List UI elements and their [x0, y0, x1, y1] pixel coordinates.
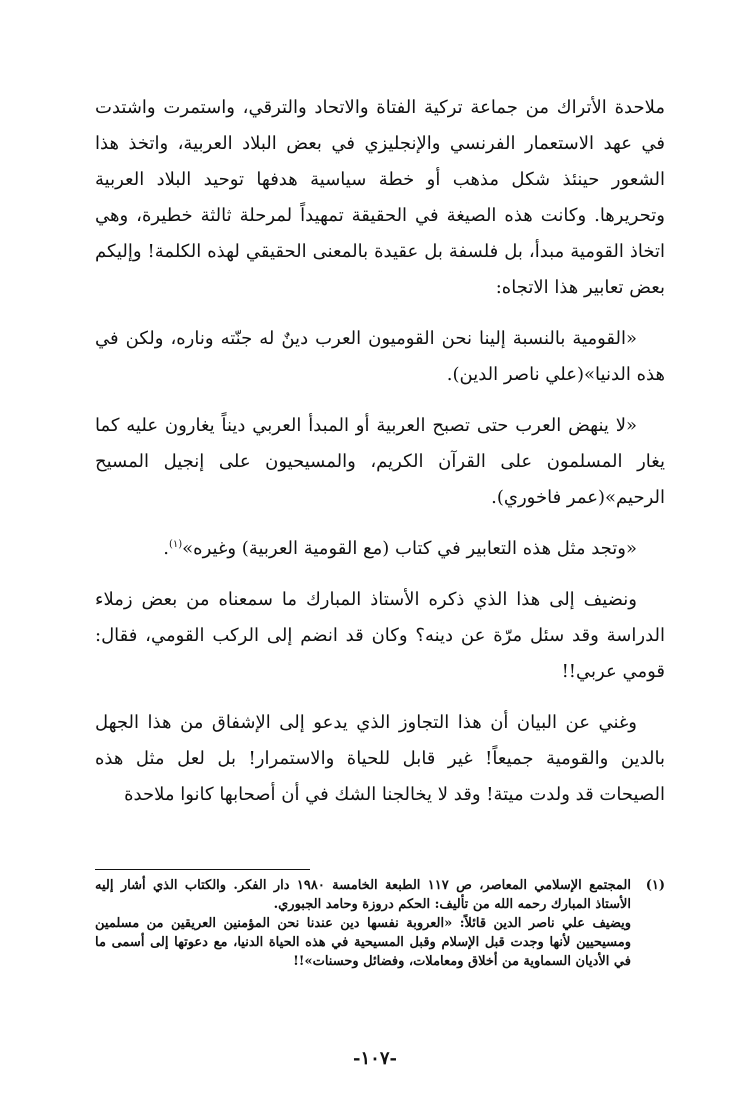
paragraph-conclusion: وغني عن البيان أن هذا التجاوز الذي يدعو إلى الإشفاق من هذا الجهل بالدين والقومية جميعاً! غير قابل للحياة والاستمرار! بل لعل مثل هذه الصيحات قد ولدت ميتة! وقد لا يخالجنا الشك في أن أصحابها كانوا ملاحدة — [95, 712, 665, 805]
paragraph-intro: ملاحدة الأتراك من جماعة تركية الفتاة والاتحاد والترقي، واستمرت واشتدت في عهد الاستعمار الفرنسي والإنجليزي في بعض البلاد العربية، واتخذ هذا الشعور حينئذ شكل مذهب أو خطة سياسية هدفها توحيد البلاد العربية وتحريرها. وكانت هذه الصيغة في الحقيقة تمهيداً لمرحلة ثالثة خطيرة، وهي اتخاذ القومية مبدأ، بل فلسفة بل عقيدة بالمعنى الحقيقي لهذه الكلمة! وإليكم بعض تعابير هذا الاتجاه: — [95, 97, 666, 298]
quote-end-period: . — [163, 538, 169, 559]
footnote-addition: ويضيف علي ناصر الدين قائلاً: «العروبة نفسها دين عندنا نحن المؤمنين العريقين من مسلمين ومسيحيين لأنها وجدت قبل الإسلام وقبل المسيحية في هذه الحياة الدنيا، مع دعوتها إلى أسمى ما في الأديان السماوية من أخلاق ومعاملات، وفضائل وحسنات»!! — [95, 916, 631, 969]
page-number: -١٠٧- — [353, 1048, 397, 1069]
footnote-marker: (١) — [645, 878, 665, 893]
quote-similar-expressions — [95, 531, 665, 567]
main-text — [95, 90, 665, 813]
quote-ali-nasser-eddine: «القومية بالنسبة إلينا نحن القوميون العرب دينٌ له جنّته وناره، ولكن في هذه الدنيا»(علي ناصر الدين). — [95, 328, 665, 385]
footnote-item — [95, 876, 665, 971]
footnote-source: المجتمع الإسلامي المعاصر، ص ١١٧ الطبعة الخامسة ١٩٨٠ دار الفكر. والكتاب الذي أشار إليه الأستاذ المبارك رحمه الله من تأليف: الحكم دروزة وحامد الجبوري. — [95, 878, 631, 912]
footnote-body — [95, 876, 631, 971]
footnote-reference: (١) — [168, 539, 183, 550]
quote-omar-fakhouri: «لا ينهض العرب حتى تصبح العربية أو المبدأ العربي ديناً يغارون عليه كما يغار المسلمون على القرآن الكريم، والمسيحيون على إنجيل المسيح الرحيم»(عمر فاخوري). — [95, 415, 665, 508]
paragraph-classmate-anecdote: ونضيف إلى هذا الذي ذكره الأستاذ المبارك ما سمعناه من بعض زملاء الدراسة وقد سئل مرّة عن دينه؟ وكان قد انضم إلى الركب القومي، فقال: قومي عربي!! — [95, 589, 665, 682]
footnotes-section — [95, 876, 665, 971]
quote-similar-expressions-text: «وتجد مثل هذه التعابير في كتاب (مع القومية العربية) وغيره» — [182, 538, 637, 559]
footnote-divider — [95, 869, 310, 870]
